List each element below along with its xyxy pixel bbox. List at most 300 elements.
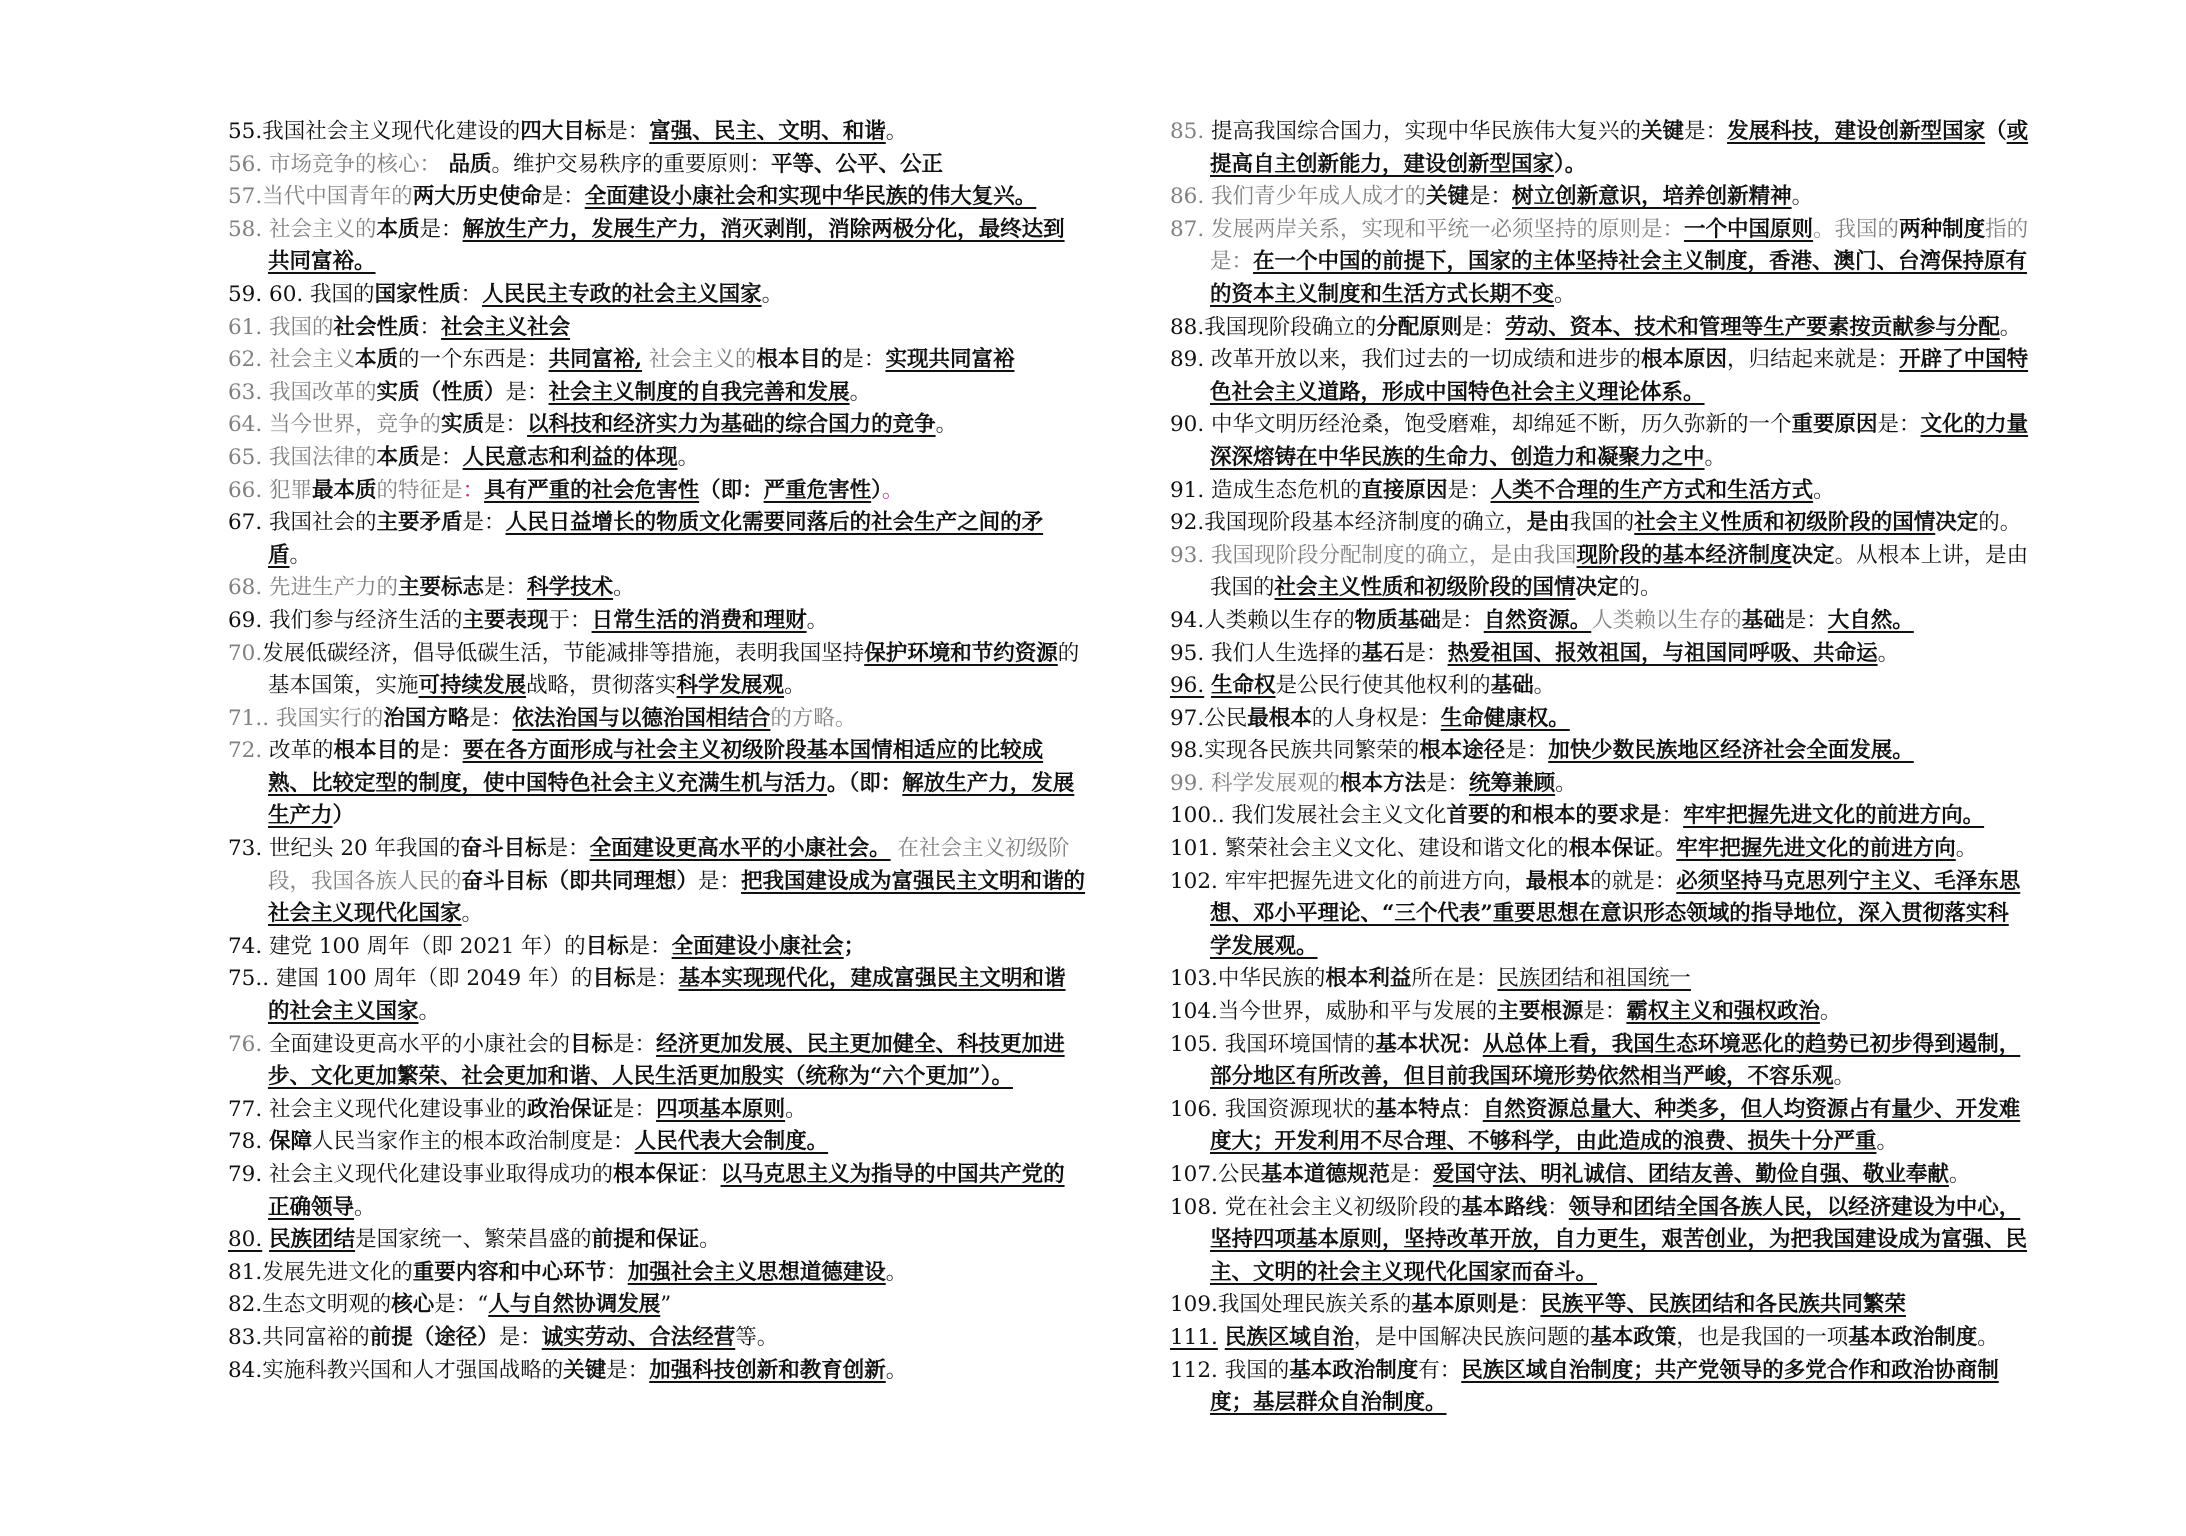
- item-text: 是：: [698, 868, 742, 894]
- item-text: 的方略。: [770, 705, 857, 731]
- list-item: [228, 116, 1086, 149]
- item-text: 。（即：: [827, 770, 903, 796]
- item-text: 根本目的: [333, 738, 420, 764]
- item-text: 等。: [735, 1324, 779, 1350]
- item-text: 。: [1813, 477, 1835, 503]
- item-text: 奋斗目标: [460, 836, 547, 862]
- item-text: 我国社会主义现代化建设的: [262, 119, 521, 144]
- item-text: 实质（性质）: [376, 379, 506, 405]
- item-text: 。: [1555, 770, 1577, 796]
- item-text: ，归结起来就是：: [1727, 347, 1900, 373]
- list-item: [1170, 866, 2030, 964]
- item-text: 109.我国处理民族关系的: [1170, 1292, 1412, 1318]
- item-text: 77. 社会主义现代化建设事业的: [228, 1096, 528, 1122]
- list-item: [1170, 735, 2030, 768]
- list-item: [1170, 1192, 2030, 1290]
- item-text: 95. 我们人生选择的: [1170, 640, 1362, 666]
- item-text: 是：: [1583, 999, 1627, 1025]
- item-text: 。: [461, 901, 484, 927]
- item-text: 最根本: [1247, 705, 1312, 731]
- item-text: 。: [699, 1227, 721, 1253]
- item-text: 分配原则: [1376, 314, 1463, 340]
- item-text: 。: [761, 281, 784, 307]
- item-text: 是：: [842, 347, 886, 373]
- key-answer-text: 自然资源。: [1483, 607, 1592, 633]
- item-text: 是：: [613, 1031, 657, 1057]
- item-text: 根本保证: [613, 1162, 700, 1187]
- item-text: 是：: [1505, 738, 1549, 764]
- item-text: 实质: [441, 412, 485, 438]
- item-text: 是：: [1462, 314, 1506, 340]
- item-text: 。: [1948, 1162, 1971, 1187]
- key-answer-text: 可持续发展: [418, 673, 527, 699]
- item-text: 主要标志: [398, 575, 485, 601]
- item-text: 106. 我国资源现状的: [1170, 1096, 1376, 1122]
- key-answer-text: 人民意志和利益的体现: [462, 444, 678, 470]
- item-text: 两种制度: [1899, 216, 1986, 242]
- item-text: 。: [881, 477, 904, 503]
- item-text: 改革的: [262, 738, 334, 764]
- item-text: 。: [289, 542, 312, 568]
- list-item: [1170, 1094, 2030, 1159]
- key-answer-text: 全面建设小康社会: [671, 933, 844, 959]
- key-answer-text: 爱国守法、明礼诚信、团结友善、勤俭自强、敬业奉献: [1432, 1162, 1949, 1187]
- list-item: [228, 638, 1086, 703]
- item-text: 于：: [548, 607, 592, 633]
- list-item: [1170, 963, 2030, 996]
- key-answer-text: 社会主义制度的自我完善和发展: [548, 379, 850, 405]
- item-text: 关键: [563, 1357, 607, 1383]
- list-item: [228, 1224, 1086, 1257]
- item-text: 98.实现各民族共同繁荣的: [1170, 738, 1420, 764]
- item-text: 89. 改革开放以来，我们过去的一切成绩和进步的: [1170, 347, 1642, 373]
- list-item: [1170, 996, 2030, 1029]
- item-text: 87. 发展两岸关系，实现和平统一必须坚持的原则是：: [1170, 216, 1685, 242]
- key-answer-text: 依法治国与以德治国相结合: [512, 705, 771, 731]
- item-text: ”: [660, 1292, 672, 1318]
- item-text: 国家性质: [374, 281, 461, 307]
- list-item: [1170, 833, 2030, 866]
- item-text: 是：: [498, 1324, 542, 1350]
- list-item: [1170, 703, 2030, 736]
- list-item: [228, 475, 1086, 508]
- item-text: 基本政治制度: [1289, 1357, 1419, 1383]
- item-text: 70.: [228, 640, 263, 666]
- list-item: [1170, 475, 2030, 508]
- item-text: ；: [843, 933, 866, 959]
- item-text: 。: [418, 999, 441, 1025]
- list-item: [228, 931, 1086, 964]
- item-text: 是：: [628, 933, 672, 959]
- item-text: 目标: [570, 1031, 614, 1057]
- item-text: ）: [871, 477, 882, 503]
- key-answer-text: 全面建设更高水平的小康社会。: [589, 836, 891, 862]
- list-item: [228, 1289, 1086, 1322]
- item-text: 是：: [1684, 119, 1728, 144]
- list-item: [228, 1029, 1086, 1094]
- item-text: 107.公民: [1170, 1162, 1261, 1187]
- list-item: [1170, 214, 2030, 312]
- item-text: 的特征是: [376, 477, 463, 503]
- item-text: 首要的和根本的要求是: [1446, 803, 1662, 829]
- item-text: 社会主义的: [642, 347, 757, 373]
- item-text: 是：: [546, 836, 590, 862]
- key-answer-text: 96.: [1170, 673, 1205, 699]
- key-answer-text: 日常生活的消费和理财: [591, 607, 807, 633]
- list-item: [228, 703, 1086, 736]
- item-text: 64. 当今世界，竞争的: [228, 412, 442, 438]
- item-text: 73. 世纪头 20 年我国的: [228, 836, 461, 862]
- list-item: [228, 149, 1086, 182]
- key-answer-text: 人类不合理的生产方式和生活方式: [1490, 477, 1814, 503]
- key-answer-text: 统筹兼顾: [1469, 770, 1556, 796]
- item-text: 66. 犯罪: [228, 477, 313, 503]
- key-answer-text: 现阶段的基本经济制度: [1576, 542, 1792, 568]
- item-text: 品质: [441, 151, 492, 177]
- item-text: 。: [806, 607, 829, 633]
- item-text: 105. 我国环境国情的: [1170, 1031, 1376, 1057]
- key-answer-text: 开辟了中国特色社会主义道路，形成中国特色社会主义理论体系。: [1210, 347, 2029, 405]
- item-text: 的就是：: [1590, 868, 1677, 894]
- item-text: 63. 我国改革的: [228, 379, 377, 405]
- key-answer-text: 111.: [1170, 1324, 1218, 1350]
- item-text: 基础: [1741, 607, 1785, 633]
- item-text: 战略，贯彻落实: [526, 673, 677, 699]
- list-item: [228, 279, 1086, 312]
- item-text: 是：: [1389, 1162, 1433, 1187]
- item-text: 的。: [1618, 575, 1662, 601]
- item-text: 103.中华民族的: [1170, 966, 1326, 992]
- item-text: 81.发展先进文化的: [228, 1259, 413, 1285]
- list-item: [1170, 507, 2030, 540]
- item-text: 基本路线: [1461, 1194, 1548, 1220]
- key-answer-text: 大自然。: [1827, 607, 1914, 633]
- item-text: ：: [606, 1259, 628, 1285]
- key-answer-text: 富强、民主、文明、和谐: [649, 119, 886, 144]
- item-text: 102. 牢牢把握先进文化的前进方向，: [1170, 868, 1526, 894]
- item-text: 前提（途径）: [369, 1324, 499, 1350]
- item-text: 是：: [419, 216, 463, 242]
- item-text: 。: [1999, 314, 2022, 340]
- list-item: [1170, 1159, 2030, 1192]
- list-item: [228, 214, 1086, 279]
- item-text: 是：: [469, 705, 513, 731]
- item-text: 。: [354, 1194, 376, 1220]
- key-answer-text: 发展科技，建设创新型国家: [1727, 119, 1986, 144]
- item-text: （: [1985, 119, 2007, 144]
- item-text: 平等、公平、公正: [771, 151, 944, 177]
- item-text: 根本原因: [1641, 347, 1728, 373]
- item-text: 基本状况: [1375, 1031, 1462, 1057]
- item-text: 。: [1704, 444, 1727, 470]
- list-item: [228, 1126, 1086, 1159]
- item-text: ）。: [1554, 151, 1587, 177]
- key-answer-text: 社会主义社会: [441, 314, 571, 340]
- list-item: [1170, 181, 2030, 214]
- key-answer-text: 加强科技创新和教育创新: [649, 1357, 886, 1383]
- item-text: 所在是：: [1411, 966, 1498, 992]
- item-text: 直接原因: [1361, 477, 1448, 503]
- item-text: 前提和保证: [591, 1227, 700, 1253]
- item-text: 。维护交易秩序的重要原则：: [491, 151, 772, 177]
- key-answer-text: 霸权主义和强权政治: [1626, 999, 1820, 1025]
- list-item: [1170, 540, 2030, 605]
- key-answer-text: 自然资源总量大、种类多，但人均资源占有量少、开发难度大；开发利用不尽合理、不够科学，由此造成的浪费、损失十分严重: [1210, 1096, 2021, 1155]
- item-text: 。: [885, 1259, 908, 1285]
- item-text: 93. 我国现阶段分配制度的确立，是由我国: [1170, 542, 1577, 568]
- item-text: 主要表现: [462, 607, 549, 633]
- item-text: ，是中国解决民族问题的: [1353, 1324, 1591, 1350]
- item-text: 85.: [1170, 119, 1205, 144]
- key-answer-text: 热爱祖国、报效祖国，与祖国同呼吸、共命运: [1447, 640, 1878, 666]
- item-text: 。: [784, 673, 806, 699]
- item-text: 保障: [269, 1129, 313, 1155]
- item-text: 目标: [592, 966, 636, 992]
- item-text: 。从根本上讲，是由我国的: [1210, 542, 2029, 601]
- item-text: 。: [935, 412, 958, 438]
- item-text: 是：: [1469, 184, 1513, 210]
- item-text: 的一个东西是：: [398, 347, 549, 373]
- item-text: 基本原则是: [1411, 1292, 1519, 1318]
- item-text: 基础: [1490, 673, 1534, 699]
- item-text: 88.我国现阶段确立的: [1170, 314, 1377, 340]
- item-text: 是：: [1404, 640, 1448, 666]
- item-text: 71.. 我国实行的: [228, 705, 384, 731]
- item-text: 。: [1791, 184, 1814, 210]
- item-text: 决定: [1791, 542, 1835, 568]
- item-text: 。: [1876, 1129, 1899, 1155]
- item-text: 。: [885, 119, 908, 144]
- item-text: 72.: [228, 738, 263, 764]
- key-answer-text: 一个中国原则: [1684, 216, 1814, 242]
- item-text: 91. 造成生态危机的: [1170, 477, 1362, 503]
- item-text: 决定: [1935, 510, 1979, 536]
- item-text: 是：: [505, 379, 549, 405]
- list-item: [1170, 1322, 2030, 1355]
- item-text: 。: [1977, 1324, 1999, 1350]
- item-text: 我国的: [1569, 510, 1635, 536]
- key-answer-text: 牢牢把握先进文化的前进方向: [1676, 836, 1956, 862]
- list-item: [228, 735, 1086, 833]
- key-answer-text: 树立创新意识，培养创新精神: [1512, 184, 1792, 210]
- list-item: [228, 572, 1086, 605]
- right-column: [1170, 116, 2030, 1420]
- list-item: [228, 181, 1086, 214]
- item-text: 84.实施科教兴国和人才强国战略的: [228, 1357, 564, 1383]
- item-text: 四大目标: [520, 119, 607, 144]
- item-text: 83.共同富裕的: [228, 1324, 370, 1350]
- item-text: 核心: [391, 1292, 435, 1318]
- key-answer-text: 加强社会主义思想道德建设: [627, 1259, 886, 1285]
- key-answer-text: 诚实劳动、合法经营: [541, 1324, 736, 1350]
- item-text: ：: [1461, 1031, 1483, 1057]
- item-text: 物质基础: [1354, 607, 1441, 633]
- item-text: 108. 党在社会主义初级阶段的: [1170, 1194, 1462, 1220]
- item-text: 。: [613, 575, 635, 601]
- list-item: [1170, 670, 2030, 703]
- key-answer-text: 民族区域自治制度；共产党领导的多党合作和政治协商制度；基层群众自治制度。: [1210, 1357, 1999, 1416]
- item-text: 。: [1955, 836, 1978, 862]
- item-text: 94.人类赖以生存的: [1170, 607, 1355, 633]
- item-text: 67. 我国社会的: [228, 510, 377, 536]
- list-item: [1170, 1289, 2030, 1322]
- item-text: 是：: [1426, 770, 1470, 796]
- item-text: 75.. 建国 100 周年（即 2049 年）的: [228, 966, 593, 992]
- item-text: ：: [460, 281, 483, 307]
- key-answer-text: 民族区域自治: [1224, 1324, 1354, 1350]
- item-text: 全面建设更高水平的小康社会的: [262, 1031, 571, 1057]
- list-item: [228, 1257, 1086, 1290]
- item-text: 是：“: [434, 1292, 489, 1318]
- key-answer-text: 保护环境和节约资源: [864, 640, 1058, 666]
- key-answer-text: 实现共同富裕: [885, 347, 1015, 373]
- list-item: [228, 377, 1086, 410]
- key-answer-text: 以马克思主义为指导的中国共产党的正确领导: [268, 1162, 1065, 1220]
- key-answer-text: 人民日益增长的物质文化需要同落后的社会生产之间的矛盾: [268, 510, 1044, 568]
- item-text: 。: [785, 1096, 807, 1122]
- item-text: 86. 我们青少年成人成才的: [1170, 184, 1427, 210]
- key-answer-text: 具有严重的社会危害性: [484, 477, 700, 503]
- item-text: 。: [1833, 1064, 1856, 1090]
- list-item: [1170, 344, 2030, 409]
- item-text: 两大历史使命: [412, 184, 542, 210]
- list-item: [228, 344, 1086, 377]
- list-item: [228, 1355, 1086, 1388]
- list-item: [1170, 638, 2030, 671]
- item-text: 是：: [606, 119, 650, 144]
- item-text: 。: [1533, 673, 1556, 699]
- item-text: ：: [462, 477, 485, 503]
- key-answer-text: 社会主义性质和初级阶段的国情: [1274, 575, 1576, 601]
- list-item: [228, 1094, 1086, 1127]
- item-text: 关键: [1641, 119, 1685, 144]
- item-text: 基本道德规范: [1260, 1162, 1390, 1187]
- list-item: [1170, 1355, 2030, 1420]
- key-answer-text: 生命权: [1211, 673, 1276, 699]
- item-text: 61. 我国的: [228, 314, 334, 340]
- key-answer-text: 牢牢把握先进文化的前进方向。: [1683, 803, 1985, 829]
- item-text: 。我国的: [1813, 216, 1900, 242]
- item-text: 74. 建党 100 周年（即 2021 年）的: [228, 933, 586, 959]
- item-text: 的人身权是：: [1311, 705, 1441, 731]
- item-text: 82.生态文明观的: [228, 1292, 392, 1318]
- item-text: 是：: [419, 444, 463, 470]
- item-text: 97.公民: [1170, 705, 1248, 731]
- key-answer-text: 在一个中国的前提下，国家的主体坚持社会主义制度，香港、澳门、台湾保持原有的资本主义制度和生活方式长期不变: [1210, 249, 2028, 307]
- item-text: 的基本国策，实施: [268, 640, 1080, 699]
- item-text: 根本目的: [756, 347, 843, 373]
- item-text: ：: [1661, 803, 1684, 829]
- item-text: 人民当家作主的根本政治制度是：: [312, 1129, 635, 1155]
- key-answer-text: 解放生产力，发展生产力: [268, 770, 1075, 829]
- list-item: [1170, 116, 2030, 181]
- item-text: 是：: [606, 1357, 650, 1383]
- item-text: 。: [1554, 281, 1576, 307]
- item-text: 99. 科学发展观的: [1170, 770, 1341, 796]
- item-text: 78.: [228, 1129, 270, 1155]
- item-text: 104.当今世界，威胁和平与发展的: [1170, 999, 1498, 1025]
- item-text: ：: [1518, 1292, 1541, 1318]
- item-text: 是：: [541, 184, 585, 210]
- item-text: 奋斗目标（即共同理想）: [461, 868, 699, 894]
- item-text: 决定: [1575, 575, 1619, 601]
- list-item: [228, 442, 1086, 475]
- left-column: [228, 116, 1086, 1387]
- item-text: ：: [1547, 1194, 1569, 1220]
- item-text: 。: [1654, 836, 1677, 862]
- item-text: 基本特点: [1375, 1096, 1462, 1122]
- item-text: 101. 繁荣社会主义文化、建设和谐文化的: [1170, 836, 1569, 862]
- item-text: 政治保证: [527, 1096, 614, 1122]
- item-text: 是：: [419, 738, 463, 764]
- item-text: 79. 社会主义现代化建设事业取得成功的: [228, 1162, 614, 1187]
- list-item: [228, 605, 1086, 638]
- item-text: 发展低碳经济，倡导低碳生活，节能减排等措施，表明我国坚持: [262, 640, 865, 666]
- list-item: [1170, 312, 2030, 345]
- item-text: （即：: [699, 477, 764, 503]
- item-text: ，也是我国的一项: [1676, 1324, 1849, 1350]
- item-text: 68. 先进生产力的: [228, 575, 399, 601]
- item-text: 提高我国综合国力，实现中华民族伟大复兴的: [1204, 119, 1642, 144]
- key-answer-text: 文化的力量深深熔铸在中华民族的生命力、创造力和凝聚力之中: [1210, 412, 2029, 470]
- item-text: 55.: [228, 119, 263, 144]
- item-text: 治国方略: [383, 705, 470, 731]
- item-text: 重要原因: [1791, 412, 1878, 438]
- item-text: 人类赖以生存的: [1591, 607, 1742, 633]
- list-item: [228, 507, 1086, 572]
- list-item: [1170, 605, 2030, 638]
- item-text: 56. 市场竞争的核心：: [228, 151, 442, 177]
- key-answer-text: 四项基本原则: [656, 1096, 786, 1122]
- list-item: [228, 1322, 1086, 1355]
- item-text: 。: [849, 379, 872, 405]
- item-text: 在社会主义初级阶段，我国各族人民的: [268, 836, 1070, 894]
- item-text: 90. 中华文明历经沧桑，饱受磨难，却绵延不断，历久弥新的一个: [1170, 412, 1792, 438]
- item-text: 社会性质: [333, 314, 420, 340]
- list-item: [1170, 800, 2030, 833]
- key-answer-text: 加快少数民族地区经济社会全面发展。: [1548, 738, 1914, 764]
- key-answer-text: 领导和团结全国各族人民，以经济建设为中心，坚持四项基本原则，坚持改革开放，自力更生，艰苦创业，为把我国建设成为富强、民主、文明的社会主义现代化国家而奋斗。: [1210, 1194, 2028, 1285]
- item-text: ）: [332, 803, 355, 829]
- key-answer-text: 民族团结: [269, 1227, 356, 1253]
- item-text: 是：: [1447, 477, 1491, 503]
- key-answer-text: 民族团结和祖国统一: [1497, 966, 1691, 992]
- key-answer-text: 科学发展观: [676, 673, 785, 699]
- key-answer-text: 民族平等、民族团结和各民族共同繁荣: [1540, 1292, 1906, 1318]
- item-text: 100.. 我们发展社会主义文化: [1170, 803, 1447, 829]
- item-text: 关键: [1426, 184, 1470, 210]
- item-text: 是：: [1440, 607, 1484, 633]
- item-text: 是公民行使其他权利的: [1275, 673, 1491, 699]
- key-answer-text: 人与自然协调发展: [488, 1292, 661, 1318]
- key-answer-text: 严重危害性: [763, 477, 872, 503]
- item-text: 根本利益: [1325, 966, 1412, 992]
- key-answer-text: 全面建设小康社会和实现中华民族的伟大复兴。: [584, 184, 1037, 210]
- key-answer-text: 社会主义性质和初级阶段的国情: [1634, 510, 1936, 536]
- key-answer-text: 或提高自主创新能力，建设创新型国家: [1210, 119, 2029, 177]
- list-item: [1170, 768, 2030, 801]
- item-text: 57.当代中国青年的: [228, 184, 413, 210]
- item-text: 主要根源: [1497, 999, 1584, 1025]
- item-text: [1218, 1325, 1225, 1350]
- key-answer-text: 从总体上看，我国生态环境恶化的趋势已初步得到遏制，部分地区有所改善，但目前我国环境形势依然相当严峻，不容乐观: [1210, 1031, 2021, 1090]
- item-text: 基本政治制度: [1848, 1324, 1978, 1350]
- item-text: 是：: [613, 1096, 657, 1122]
- item-text: 本质: [376, 444, 420, 470]
- key-answer-text: 经济更加发展、民主更加健全、科技更加进步、文化更加繁荣、社会更加和谐、人民生活更加殷实（统称为“六个更加”）。: [268, 1031, 1065, 1090]
- key-answer-text: 基本实现现代化，建成富强民主文明和谐的社会主义国家: [268, 966, 1066, 1025]
- key-answer-text: 要在各方面形成与社会主义初级阶段基本国情相适应的比较成熟、比较定型的制度，使中国特色社会主义充满生机与活力: [268, 738, 1044, 796]
